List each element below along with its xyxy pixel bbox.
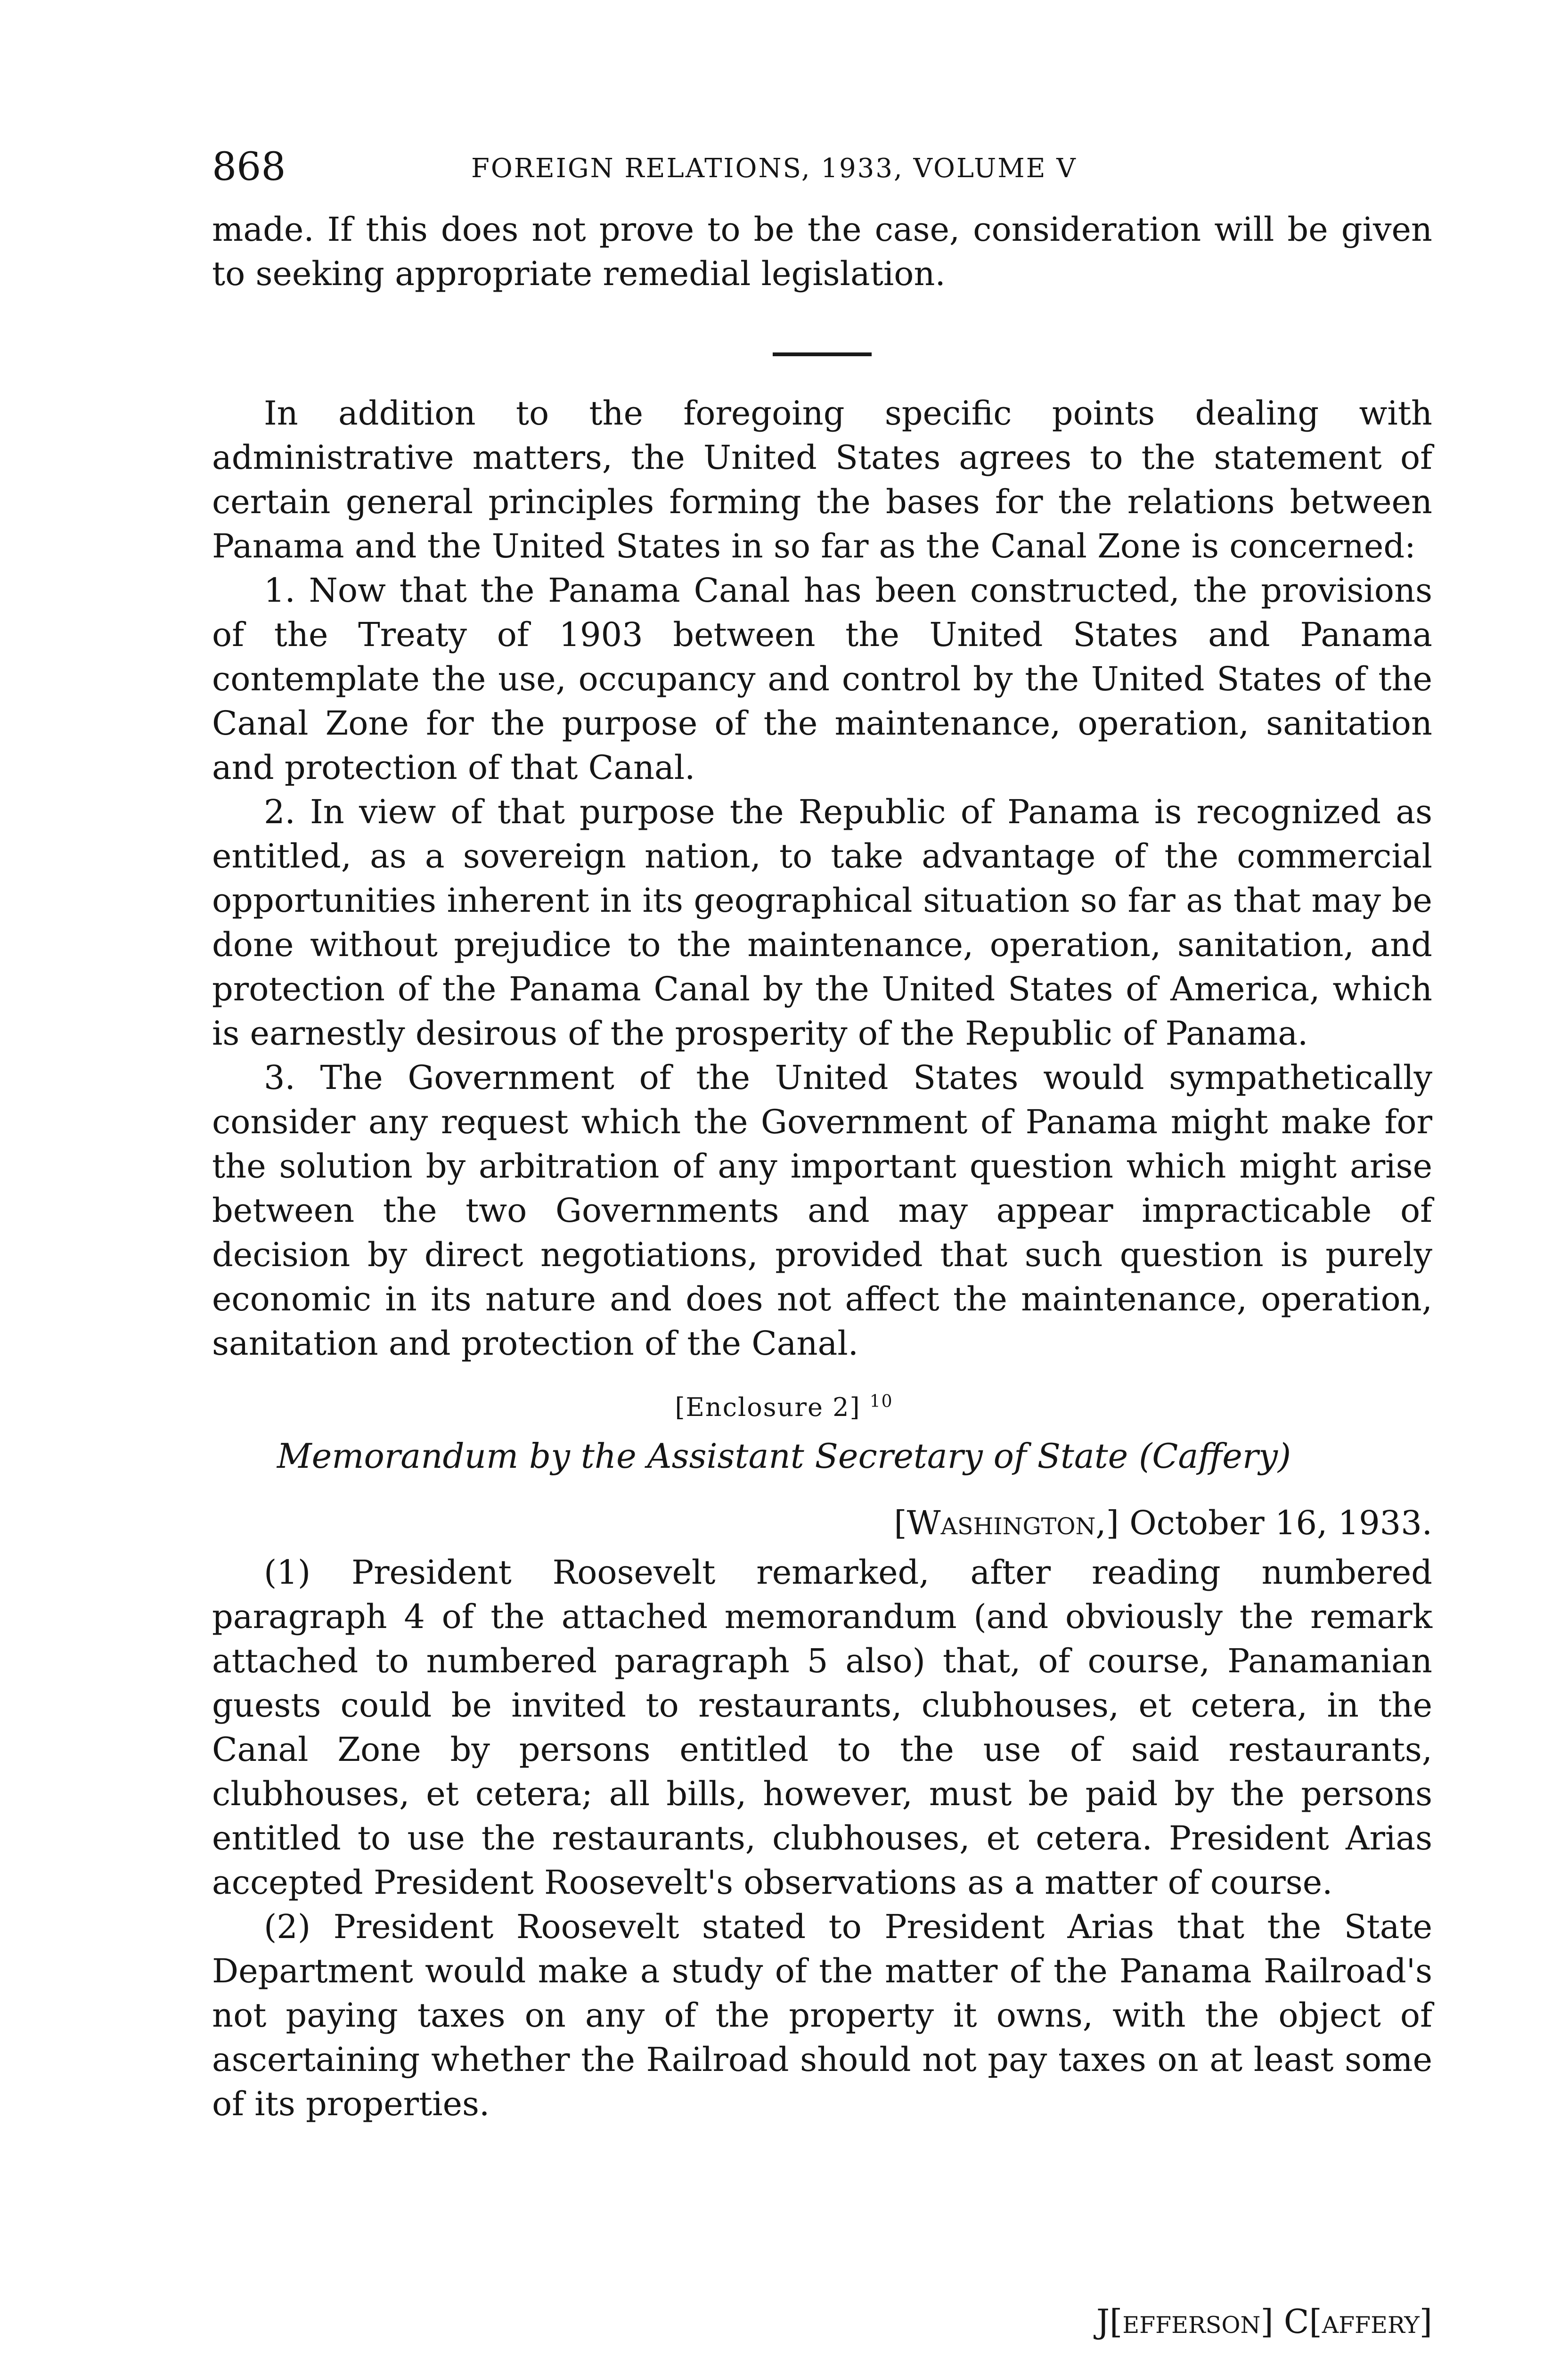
dateline xyxy=(894,1501,1432,1545)
page-header xyxy=(212,141,1432,193)
enclosure-footnote-ref: 10 xyxy=(869,1392,893,1411)
running-head: FOREIGN RELATIONS, 1933, VOLUME V xyxy=(471,153,1077,184)
enclosure-heading xyxy=(0,1383,1568,1426)
memo-title: Memorandum by the Assistant Secretary of State (Caffery) xyxy=(277,1436,1291,1476)
dateline-date: October 16, 1933. xyxy=(1129,1504,1432,1542)
principle-3: 3. The Government of the United States would sympathetically consider any request which the Government of Panama might make for the solution by arbitration of any important question which might arise between the two Governments and may appear impracticable of decision by direct negotiations, provided that such question is purely economic in its nature and does not affect the maintenance, operation, sanitation and protection of the Canal. xyxy=(212,1058,1432,1363)
principle-1: 1. Now that the Panama Canal has been constructed, the provisions of the Treaty of 1903 between the United States and Panama contemplate the use, occupancy and control by the United States of the Canal Zone for the purpose of the maintenance, operation, sanitation and protection of that Canal. xyxy=(212,571,1432,787)
intro-paragraph: In addition to the foregoing specific points dealing with administrative matters, the United States agrees to the statement of certain general principles forming the bases for the relations between Panama and the United States in so far as the Canal Zone is concerned: xyxy=(212,394,1432,565)
enclosure-label: [Enclosure 2] xyxy=(675,1392,861,1422)
section-divider xyxy=(773,352,872,356)
continuation-paragraph xyxy=(212,207,1432,296)
memo-paragraph-2: (2) President Roosevelt stated to President Arias that the State Department would make a study of the matter of the Panama Railroad's not paying taxes on any of the property it owns, with the object of ascertaining whether the Railroad should not pay taxes on at least some of its properties. xyxy=(212,1907,1432,2123)
dateline-place: [Washington,] xyxy=(894,1504,1119,1542)
principle-2: 2. In view of that purpose the Republic of Panama is recognized as entitled, as a sovereign nation, to take advantage of the commercial opportunities inherent in its geographical situation so far as that may be done without prejudice to the maintenance, operation, sanitation, and protection of the Panama Canal by the United States of America, which is earnestly desirous of the prosperity of the Republic of Panama. xyxy=(212,793,1432,1053)
continuation-text: made. If this does not prove to be the case, consideration will be given to seeking appropriate remedial legislation. xyxy=(212,210,1432,293)
memo-body xyxy=(212,1550,1432,2126)
memo-paragraph-1: (1) President Roosevelt remarked, after reading numbered paragraph 4 of the attached memorandum (and obviously the remark attached to numbered paragraph 5 also) that, of course, Panamanian guests could be invited to restaurants, clubhouses, et cetera, in the Canal Zone by persons entitled to the use of said restaurants, clubhouses, et cetera; all bills, however, must be paid by the persons entitled to use the restaurants, clubhouses, et cetera. President Arias accepted President Roosevelt's observations as a matter of course. xyxy=(212,1553,1432,1902)
principles-section xyxy=(212,391,1432,1366)
signature: J[efferson] C[affery] xyxy=(1096,2302,1432,2341)
page-number: 868 xyxy=(212,145,286,189)
